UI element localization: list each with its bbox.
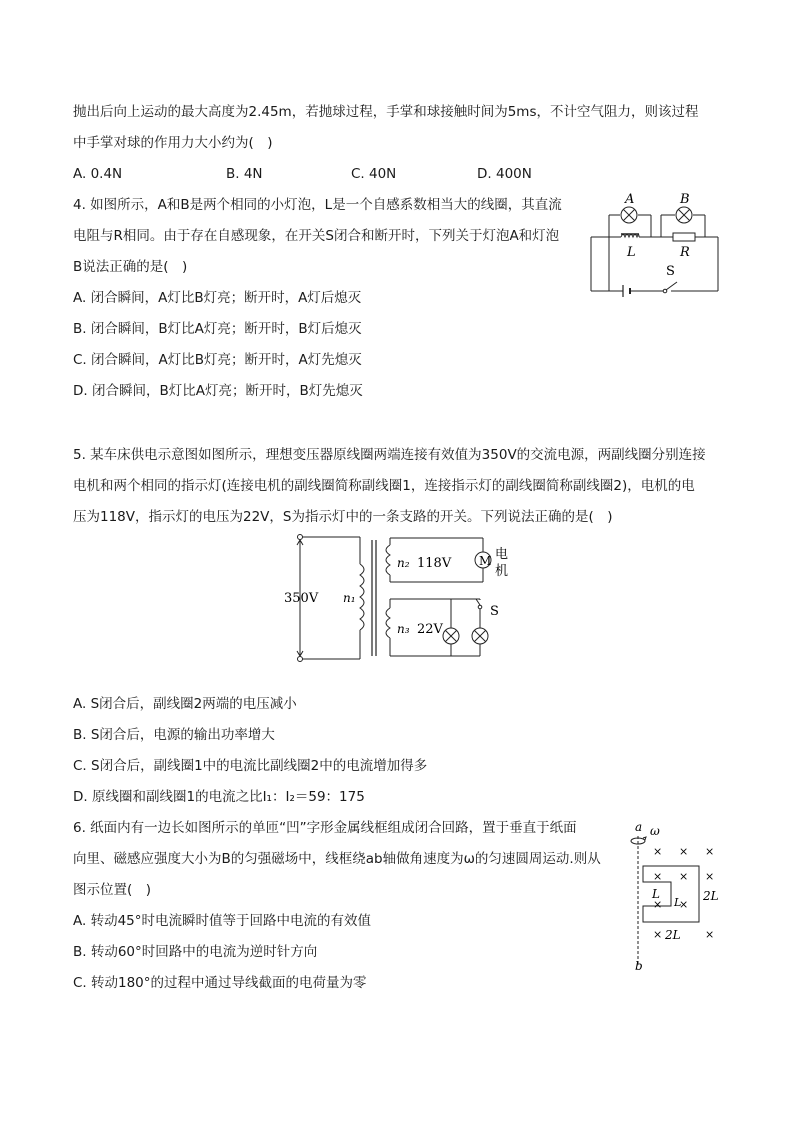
q3-stem-line-2: 中手掌对球的作用力大小约为( ) bbox=[73, 135, 273, 151]
q3-stem-line-1: 抛出后向上运动的最大高度为2.45m，若抛球过程，手掌和球接触时间为5ms，不计空气阻力，则该过程 bbox=[73, 104, 699, 120]
field-mark: × bbox=[679, 898, 689, 911]
q6-stem-line-3: 图示位置( ) bbox=[73, 882, 152, 898]
field-mark: × bbox=[705, 928, 715, 941]
q3-option-a: A. 0.4N bbox=[73, 166, 123, 182]
q4-stem-line-2: 电阻与R相同。由于存在自感现象，在开关S闭合和断开时，下列关于灯泡A和灯泡 bbox=[73, 228, 560, 244]
lamp-b-label: B bbox=[680, 193, 690, 207]
inner-side-l-label: L bbox=[674, 896, 682, 909]
q6-option-b: B. 转动60°时回路中的电流为逆时针方向 bbox=[73, 944, 318, 960]
primary-turns-label: n₁ bbox=[343, 591, 356, 605]
right-2l-label: 2L bbox=[703, 889, 719, 903]
bottom-2l-label: 2L bbox=[665, 928, 681, 942]
secondary2-voltage-label: 22V bbox=[417, 622, 443, 637]
field-mark: × bbox=[679, 845, 689, 858]
secondary2-turns-label: n₃ bbox=[397, 622, 410, 636]
motor-symbol: M bbox=[479, 554, 492, 568]
q5-transformer-figure bbox=[278, 530, 518, 666]
q5-option-b: B. S闭合后，电源的输出功率增大 bbox=[73, 727, 275, 743]
lamp-a-label: A bbox=[625, 193, 635, 207]
q5-stem-line-1: 5. 某车床供电示意图如图所示，理想变压器原线圈两端连接有效值为350V的交流电源，两副线圈分别连接 bbox=[73, 447, 706, 463]
q5-option-a: A. S闭合后，副线圈2两端的电压减小 bbox=[73, 696, 297, 712]
q4-stem-line-1: 4. 如图所示，A和B是两个相同的小灯泡，L是一个自感系数相当大的线圈，其直流 bbox=[73, 197, 562, 213]
q4-option-a: A. 闭合瞬间，A灯比B灯亮；断开时，A灯后熄灭 bbox=[73, 290, 362, 306]
q4-stem-line-3: B说法正确的是( ) bbox=[73, 259, 188, 275]
q5-option-d: D. 原线圈和副线圈1的电流之比I₁：I₂＝59：175 bbox=[73, 789, 365, 805]
switch-s-label: S bbox=[490, 604, 499, 619]
input-voltage-label: 350V bbox=[284, 591, 319, 606]
field-mark: × bbox=[679, 870, 689, 883]
motor-label-2: 机 bbox=[495, 564, 509, 579]
field-mark: × bbox=[705, 845, 715, 858]
secondary1-voltage-label: 118V bbox=[417, 556, 452, 571]
q5-option-c: C. S闭合后，副线圈1中的电流比副线圈2中的电流增加得多 bbox=[73, 758, 428, 774]
inner-l-label: L bbox=[652, 887, 660, 901]
q3-option-d: D. 400N bbox=[477, 166, 532, 182]
resistor-label: R bbox=[680, 245, 690, 260]
q6-stem-line-2: 向里、磁感应强度大小为B的匀强磁场中，线框绕ab轴做角速度为ω的匀速圆周运动.则从 bbox=[73, 851, 601, 867]
switch-label: S bbox=[666, 264, 675, 279]
q3-option-b: B. 4N bbox=[226, 166, 263, 182]
q5-stem-line-3: 压为118V，指示灯的电压为22V，S为指示灯中的一条支路的开关。下列说法正确的是( ) bbox=[73, 509, 613, 525]
q6-option-a: A. 转动45°时电流瞬时值等于回路中电流的有效值 bbox=[73, 913, 372, 929]
axis-b-label: b bbox=[635, 959, 643, 973]
q4-option-d: D. 闭合瞬间，B灯比A灯亮；断开时，B灯先熄灭 bbox=[73, 383, 363, 399]
omega-label: ω bbox=[650, 824, 660, 838]
axis-a-label: a bbox=[635, 820, 643, 834]
q6-option-c: C. 转动180°的过程中通过导线截面的电荷量为零 bbox=[73, 975, 367, 991]
field-mark: × bbox=[653, 898, 663, 911]
q6-stem-line-1: 6. 纸面内有一边长如图所示的单匝“凹”字形金属线框组成闭合回路，置于垂直于纸面 bbox=[73, 820, 577, 836]
q3-option-c: C. 40N bbox=[351, 166, 397, 182]
q6-frame-figure bbox=[628, 818, 728, 978]
coil-label: L bbox=[627, 245, 636, 260]
field-mark: × bbox=[653, 928, 663, 941]
field-mark: × bbox=[653, 870, 663, 883]
q5-stem-line-2: 电机和两个相同的指示灯(连接电机的副线圈简称副线圈1，连接指示灯的副线圈简称副线圈2)，电机的电 bbox=[73, 478, 695, 494]
q4-option-b: B. 闭合瞬间，B灯比A灯亮；断开时，B灯后熄灭 bbox=[73, 321, 362, 337]
q4-option-c: C. 闭合瞬间，A灯比B灯亮；断开时，A灯先熄灭 bbox=[73, 352, 362, 368]
field-mark: × bbox=[705, 870, 715, 883]
q4-circuit-figure bbox=[585, 193, 725, 297]
motor-label-1: 电 bbox=[495, 547, 509, 562]
field-mark: × bbox=[653, 845, 663, 858]
secondary1-turns-label: n₂ bbox=[397, 556, 410, 570]
